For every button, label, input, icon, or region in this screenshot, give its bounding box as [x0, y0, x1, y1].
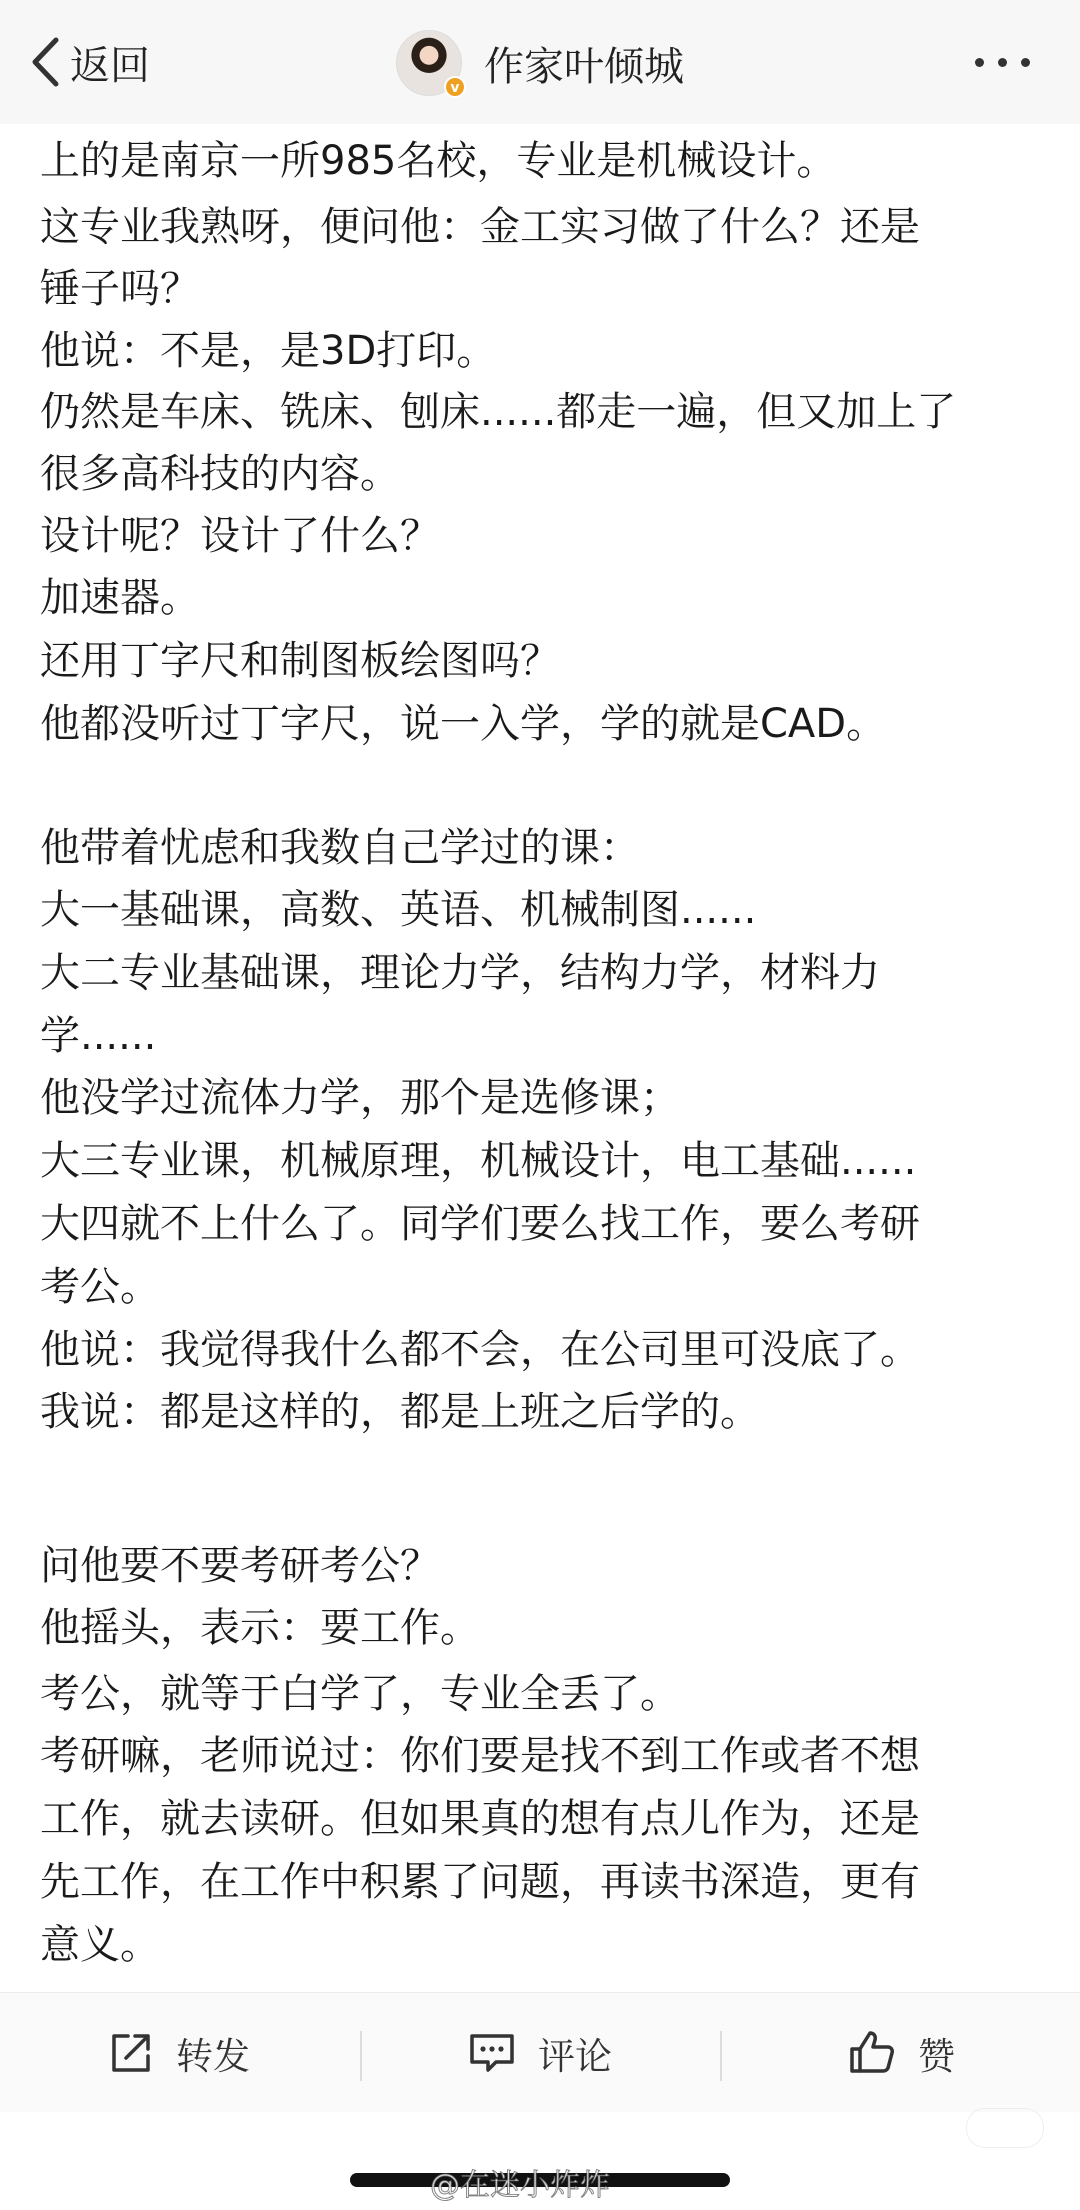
post-text-line: 他摇头，表示：要工作。: [40, 1605, 480, 1651]
like-button[interactable]: [848, 1993, 955, 2113]
post-text-line: 问他要不要考研考公？: [40, 1543, 440, 1589]
top-navigation-bar: [0, 0, 1080, 124]
comment-label: 评论: [538, 2035, 612, 2078]
post-text-line: 意义。: [40, 1922, 160, 1968]
verified-badge-icon: v: [444, 76, 466, 98]
post-text-line: 他都没听过丁字尺，说一入学，学的就是CAD。: [40, 701, 887, 747]
post-text-line: 这专业我熟呀，便问他：金工实习做了什么？还是: [40, 204, 920, 250]
post-text-line: 上的是南京一所985名校，专业是机械设计。: [40, 138, 837, 184]
like-label: 赞: [918, 2035, 955, 2078]
comment-button[interactable]: [468, 1993, 612, 2113]
comment-icon: [468, 2030, 516, 2076]
post-text-line: 大二专业基础课，理论力学，结构力学，材料力: [40, 950, 880, 996]
account-header[interactable]: [396, 28, 684, 98]
post-text-line: 工作，就去读研。但如果真的想有点儿作为，还是: [40, 1796, 920, 1842]
account-name: 作家叶倾城: [484, 43, 684, 90]
post-text-line: 大三专业课，机械原理，机械设计，电工基础......: [40, 1138, 917, 1184]
post-text-line: 大一基础课，高数、英语、机械制图......: [40, 887, 757, 933]
post-action-bar: [0, 1992, 1080, 2112]
more-dot-icon: [1021, 58, 1030, 67]
post-content: [40, 130, 1050, 1990]
chevron-left-icon: [30, 36, 60, 88]
post-text-line: 学......: [40, 1013, 157, 1059]
thumbs-up-icon: [848, 2029, 896, 2077]
post-text-line: 考公，就等于白学了，专业全丢了。: [40, 1671, 680, 1717]
post-text-line: 考研嘛，老师说过：你们要是找不到工作或者不想: [40, 1733, 920, 1779]
action-divider: [720, 2031, 722, 2081]
post-text-line: 我说：都是这样的，都是上班之后学的。: [40, 1389, 760, 1435]
back-label: 返回: [70, 42, 150, 89]
post-text-line: 他没学过流体力学，那个是选修课；: [40, 1075, 680, 1121]
back-button[interactable]: [30, 30, 150, 94]
repost-label: 转发: [176, 2035, 250, 2078]
avatar[interactable]: [396, 30, 462, 96]
faint-stamp: [966, 2108, 1044, 2148]
more-dot-icon: [998, 58, 1007, 67]
post-text-line: 他带着忧虑和我数自己学过的课：: [40, 825, 640, 871]
post-text-line: 仍然是车床、铣床、刨床......都走一遍，但又加上了: [40, 389, 957, 435]
post-text-line: 锤子吗？: [40, 266, 200, 312]
post-text-line: 设计呢？设计了什么？: [40, 513, 440, 559]
action-divider: [360, 2031, 362, 2081]
share-icon: [108, 2030, 154, 2076]
post-text-line: 先工作，在工作中积累了问题，再读书深造，更有: [40, 1859, 920, 1905]
repost-button[interactable]: [108, 1993, 250, 2113]
post-text-line: 加速器。: [40, 575, 200, 621]
post-text-line: 还用丁字尺和制图板绘图吗？: [40, 638, 560, 684]
post-text-line: 他说：我觉得我什么都不会，在公司里可没底了。: [40, 1327, 920, 1373]
post-text-line: 考公。: [40, 1264, 160, 1310]
more-options-button[interactable]: [975, 58, 1030, 67]
post-text-line: 他说：不是，是3D打印。: [40, 328, 497, 374]
more-dot-icon: [975, 58, 984, 67]
source-watermark: @在迷小炸炸: [430, 2168, 610, 2203]
post-text-line: 很多高科技的内容。: [40, 451, 400, 497]
post-text-line: 大四就不上什么了。同学们要么找工作，要么考研: [40, 1201, 920, 1247]
